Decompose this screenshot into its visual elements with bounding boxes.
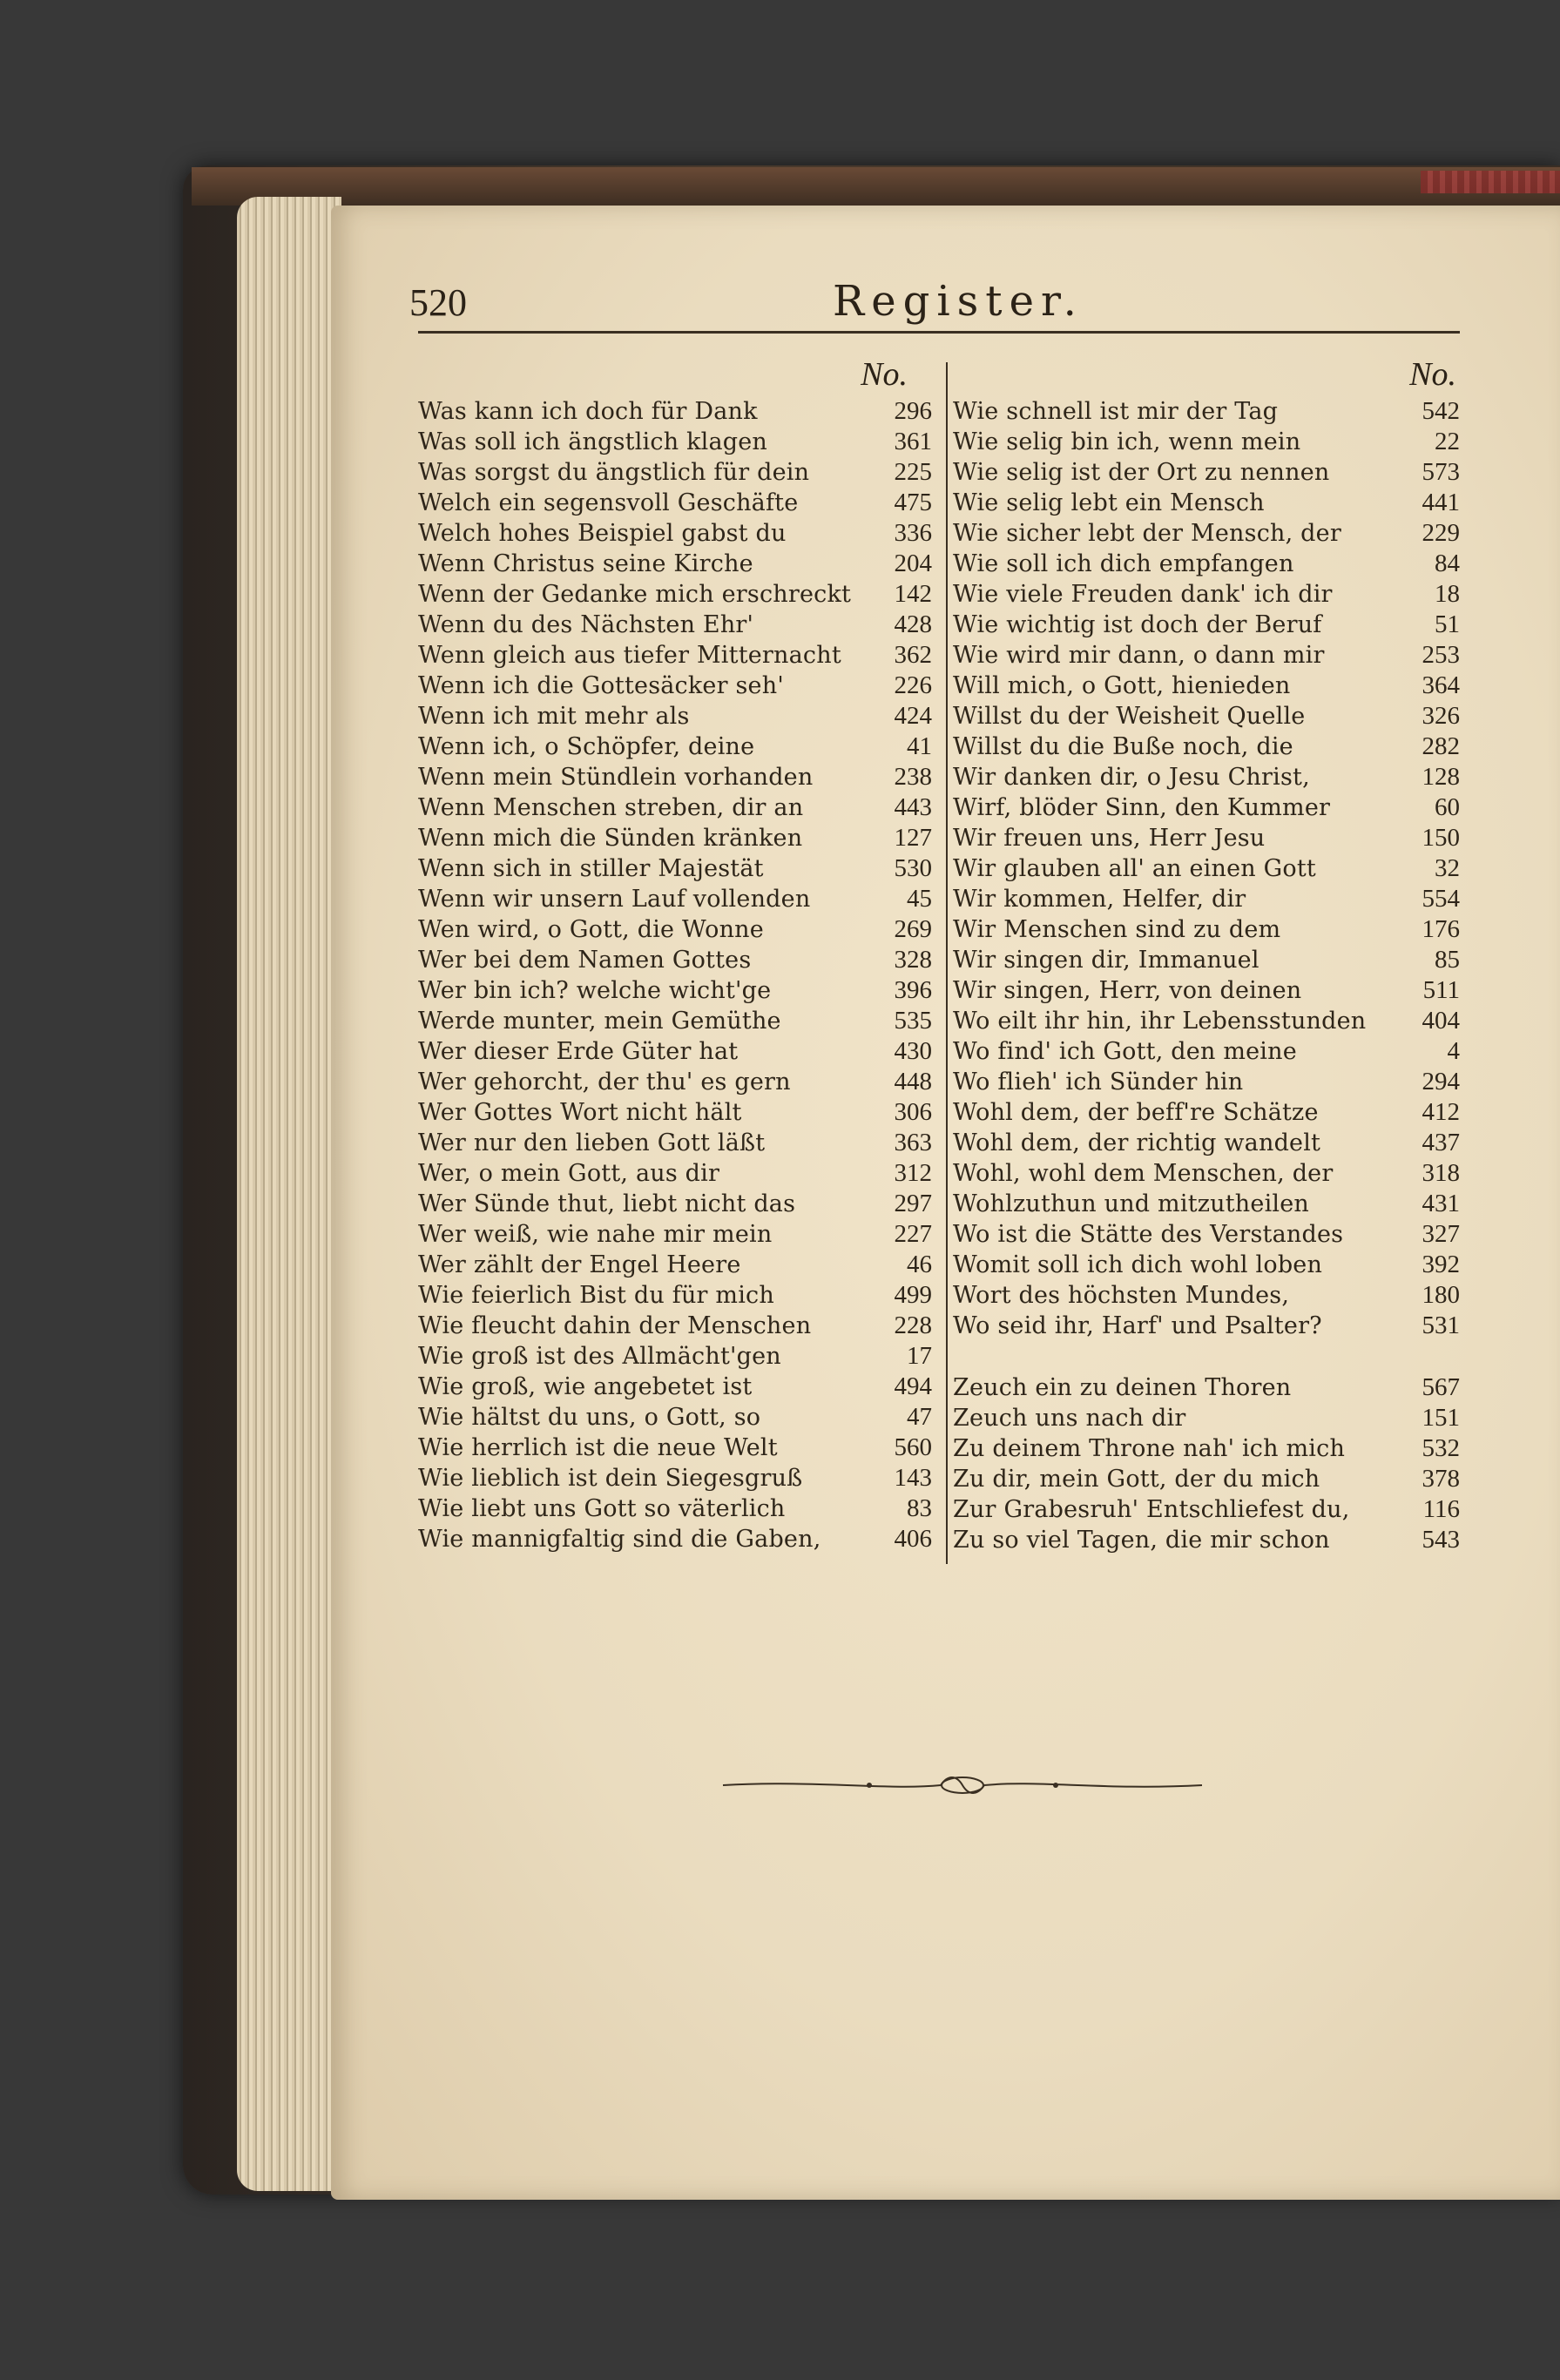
entry-number: 494 <box>894 1372 932 1400</box>
index-entry <box>418 885 932 915</box>
index-entry <box>418 1342 932 1372</box>
entry-title: Womit soll ich dich wohl loben <box>953 1251 1323 1278</box>
entry-number: 396 <box>894 976 932 1004</box>
entry-title: Wie lieblich ist dein Siegesgruß <box>418 1465 803 1492</box>
index-entry <box>418 610 932 641</box>
entry-title: Wie viele Freuden dank' ich dir <box>953 581 1333 608</box>
number-column-header: No. <box>861 356 908 393</box>
entry-number: 84 <box>1435 549 1460 577</box>
entry-title: Wir freuen uns, Herr Jesu <box>953 825 1266 852</box>
index-entry <box>953 1220 1460 1251</box>
entry-number: 143 <box>894 1464 932 1492</box>
index-entry <box>418 458 932 489</box>
entry-title: Wenn ich mit mehr als <box>418 703 690 730</box>
entry-number: 142 <box>894 580 932 608</box>
entry-title: Wer bin ich? welche wicht'ge <box>418 977 772 1004</box>
entry-number: 282 <box>1422 732 1460 760</box>
entry-title: Werde munter, mein Gemüthe <box>418 1008 781 1035</box>
entry-number: 18 <box>1435 580 1460 608</box>
index-entry <box>953 519 1460 549</box>
index-entry <box>418 580 932 610</box>
entry-title: Zu deinem Throne nah' ich mich <box>953 1435 1346 1462</box>
index-entry <box>418 854 932 885</box>
entry-title: Was kann ich doch für Dank <box>418 398 758 425</box>
entry-number: 4 <box>1447 1037 1460 1065</box>
index-entry <box>953 976 1460 1007</box>
index-entry <box>418 1220 932 1251</box>
entry-number: 336 <box>894 519 932 547</box>
index-entry <box>953 549 1460 580</box>
entry-number: 312 <box>894 1159 932 1187</box>
entry-title: Wer Gottes Wort nicht hält <box>418 1099 742 1126</box>
entry-title: Wer weiß, wie nahe mir mein <box>418 1221 773 1248</box>
index-entry <box>953 580 1460 610</box>
entry-title: Welch hohes Beispiel gabst du <box>418 520 787 547</box>
index-entry <box>418 1464 932 1494</box>
index-entry <box>418 976 932 1007</box>
entry-number: 229 <box>1422 519 1460 547</box>
column-divider <box>946 362 948 1564</box>
entry-title: Wer Sünde thut, liebt nicht das <box>418 1190 796 1217</box>
entry-number: 362 <box>894 641 932 669</box>
entry-title: Wer bei dem Namen Gottes <box>418 947 752 974</box>
index-entry <box>953 702 1460 732</box>
entry-number: 424 <box>894 702 932 730</box>
index-entry <box>418 946 932 976</box>
entry-number: 269 <box>894 915 932 943</box>
index-entry <box>953 610 1460 641</box>
entry-title: Welch ein segensvoll Geschäfte <box>418 489 799 516</box>
entry-title: Wie soll ich dich empfangen <box>953 550 1294 577</box>
entry-number: 431 <box>1422 1190 1460 1217</box>
index-entry <box>953 1068 1460 1098</box>
entry-title: Zu dir, mein Gott, der du mich <box>953 1466 1320 1493</box>
entry-title: Zu so viel Tagen, die mir schon <box>953 1527 1330 1554</box>
entry-title: Wie fleucht dahin der Menschen <box>418 1312 812 1339</box>
entry-number: 542 <box>1422 397 1460 425</box>
index-entry <box>953 824 1460 854</box>
entry-title: Wie selig ist der Ort zu nennen <box>953 459 1330 486</box>
index-entry <box>953 428 1460 458</box>
index-entry <box>953 1434 1460 1465</box>
index-entry <box>418 1251 932 1281</box>
entry-title: Wo flieh' ich Sünder hin <box>953 1069 1244 1096</box>
entry-number: 448 <box>894 1068 932 1096</box>
entry-title: Wer gehorcht, der thu' es gern <box>418 1069 791 1096</box>
index-entry <box>418 1129 932 1159</box>
entry-number: 127 <box>894 824 932 852</box>
entry-title: Wir danken dir, o Jesu Christ, <box>953 764 1310 791</box>
index-entry <box>418 1281 932 1311</box>
right-index-column <box>953 355 1460 1556</box>
entry-number: 47 <box>907 1403 932 1431</box>
entry-title: Wort des höchsten Mundes, <box>953 1282 1290 1309</box>
entry-number: 560 <box>894 1433 932 1461</box>
entry-title: Wir singen, Herr, von deinen <box>953 977 1302 1004</box>
index-entry <box>953 854 1460 885</box>
left-entry-list <box>418 397 932 1555</box>
page-title: Register. <box>833 277 1084 326</box>
right-entry-list <box>953 397 1460 1342</box>
entry-number: 83 <box>907 1494 932 1522</box>
entry-title: Wenn wir unsern Lauf vollenden <box>418 886 811 913</box>
entry-number: 535 <box>894 1007 932 1035</box>
entry-number: 180 <box>1422 1281 1460 1309</box>
page-number: 520 <box>409 281 467 324</box>
entry-number: 46 <box>907 1251 932 1278</box>
entry-number: 318 <box>1422 1159 1460 1187</box>
index-entry <box>418 1525 932 1555</box>
entry-number: 116 <box>1422 1495 1460 1523</box>
entry-number: 531 <box>1422 1311 1460 1339</box>
entry-title: Wie mannigfaltig sind die Gaben, <box>418 1526 821 1553</box>
index-entry <box>418 1311 932 1342</box>
entry-title: Wie wichtig ist doch der Beruf <box>953 611 1322 638</box>
index-entry <box>418 1494 932 1525</box>
book-top-edge <box>192 167 1560 206</box>
entry-title: Wie hältst du uns, o Gott, so <box>418 1404 761 1431</box>
entry-title: Wen wird, o Gott, die Wonne <box>418 916 764 943</box>
entry-title: Wir glauben all' an einen Gott <box>953 855 1316 882</box>
entry-number: 17 <box>907 1342 932 1370</box>
entry-title: Wenn sich in stiller Majestät <box>418 855 764 882</box>
index-entry <box>953 885 1460 915</box>
entry-number: 328 <box>894 946 932 974</box>
entry-title: Wer zählt der Engel Heere <box>418 1251 741 1278</box>
entry-title: Wohl dem, der richtig wandelt <box>953 1129 1321 1156</box>
entry-number: 378 <box>1422 1465 1460 1493</box>
entry-title: Was sorgst du ängstlich für dein <box>418 459 810 486</box>
entry-number: 404 <box>1422 1007 1460 1035</box>
entry-number: 150 <box>1422 824 1460 852</box>
index-entry <box>418 1068 932 1098</box>
entry-number: 441 <box>1422 489 1460 516</box>
entry-title: Wo seid ihr, Harf' und Psalter? <box>953 1312 1322 1339</box>
index-entry <box>953 458 1460 489</box>
index-entry <box>418 549 932 580</box>
entry-title: Wenn mein Stündlein vorhanden <box>418 764 814 791</box>
entry-title: Was soll ich ängstlich klagen <box>418 428 768 455</box>
entry-title: Wer dieser Erde Güter hat <box>418 1038 739 1065</box>
index-entry <box>953 397 1460 428</box>
entry-number: 226 <box>894 671 932 699</box>
entry-title: Wie herrlich ist die neue Welt <box>418 1434 778 1461</box>
index-entry <box>953 1129 1460 1159</box>
index-entry <box>953 1373 1460 1404</box>
left-index-column <box>418 355 932 1555</box>
entry-title: Wo ist die Stätte des Verstandes <box>953 1221 1344 1248</box>
index-entry <box>953 671 1460 702</box>
index-entry <box>953 732 1460 763</box>
index-entry <box>953 763 1460 793</box>
entry-number: 443 <box>894 793 932 821</box>
entry-title: Wenn Menschen streben, dir an <box>418 794 804 821</box>
index-entry <box>953 1526 1460 1556</box>
index-entry <box>418 641 932 671</box>
entry-number: 51 <box>1435 610 1460 638</box>
entry-number: 554 <box>1422 885 1460 913</box>
entry-title: Wir kommen, Helfer, dir <box>953 886 1246 913</box>
entry-title: Wer, o mein Gott, aus dir <box>418 1160 720 1187</box>
index-entry <box>418 1007 932 1037</box>
index-entry <box>953 1495 1460 1526</box>
entry-title: Wo eilt ihr hin, ihr Lebensstunden <box>953 1008 1367 1035</box>
index-entry <box>953 1465 1460 1495</box>
index-entry <box>953 1037 1460 1068</box>
entry-title: Wer nur den lieben Gott läßt <box>418 1129 766 1156</box>
header-rule <box>418 331 1460 334</box>
entry-number: 297 <box>894 1190 932 1217</box>
entry-title: Zur Grabesruh' Entschliefest du, <box>953 1496 1350 1523</box>
index-entry <box>418 793 932 824</box>
index-entry <box>953 1251 1460 1281</box>
entry-number: 306 <box>894 1098 932 1126</box>
entry-number: 511 <box>1422 976 1460 1004</box>
entry-number: 238 <box>894 763 932 791</box>
entry-number: 364 <box>1422 671 1460 699</box>
red-bookmark-edge <box>1421 171 1560 193</box>
index-entry <box>418 397 932 428</box>
index-entry <box>953 641 1460 671</box>
entry-title: Wie wird mir dann, o dann mir <box>953 642 1325 669</box>
entry-number: 499 <box>894 1281 932 1309</box>
z-entry-list <box>953 1373 1460 1556</box>
index-entry <box>418 1037 932 1068</box>
entry-number: 41 <box>907 732 932 760</box>
index-entry <box>418 702 932 732</box>
entry-number: 60 <box>1435 793 1460 821</box>
index-entry <box>953 1404 1460 1434</box>
entry-title: Wohl dem, der beff're Schätze <box>953 1099 1319 1126</box>
entry-number: 428 <box>894 610 932 638</box>
entry-title: Wenn gleich aus tiefer Mitternacht <box>418 642 841 669</box>
entry-number: 32 <box>1435 854 1460 882</box>
index-entry <box>953 793 1460 824</box>
index-entry <box>418 1433 932 1464</box>
index-entry <box>953 489 1460 519</box>
index-entry <box>953 1159 1460 1190</box>
entry-title: Wie groß, wie angebetet ist <box>418 1373 753 1400</box>
entry-number: 225 <box>894 458 932 486</box>
index-entry <box>418 763 932 793</box>
entry-number: 151 <box>1422 1404 1460 1432</box>
entry-title: Wenn mich die Sünden kränken <box>418 825 803 852</box>
index-entry <box>953 946 1460 976</box>
entry-number: 326 <box>1422 702 1460 730</box>
entry-number: 204 <box>894 549 932 577</box>
index-entry <box>418 1403 932 1433</box>
entry-title: Wenn ich die Gottesäcker seh' <box>418 672 784 699</box>
entry-number: 45 <box>907 885 932 913</box>
entry-title: Willst du der Weisheit Quelle <box>953 703 1306 730</box>
entry-title: Wo find' ich Gott, den meine <box>953 1038 1297 1065</box>
index-entry <box>418 732 932 763</box>
entry-number: 530 <box>894 854 932 882</box>
index-entry <box>418 671 932 702</box>
ornament-flourish <box>714 1768 1211 1803</box>
entry-number: 253 <box>1422 641 1460 669</box>
number-column-header: No. <box>1409 356 1456 393</box>
entry-title: Wie groß ist des Allmächt'gen <box>418 1343 781 1370</box>
entry-number: 543 <box>1422 1526 1460 1554</box>
entry-number: 363 <box>894 1129 932 1156</box>
entry-number: 412 <box>1422 1098 1460 1126</box>
entry-title: Wirf, blöder Sinn, den Kummer <box>953 794 1331 821</box>
entry-title: Wenn ich, o Schöpfer, deine <box>418 733 755 760</box>
index-entry <box>418 519 932 549</box>
entry-title: Wie feierlich Bist du für mich <box>418 1282 774 1309</box>
entry-title: Wenn der Gedanke mich erschreckt <box>418 581 852 608</box>
entry-number: 573 <box>1422 458 1460 486</box>
entry-number: 430 <box>894 1037 932 1065</box>
entry-number: 296 <box>894 397 932 425</box>
index-entry <box>953 1007 1460 1037</box>
entry-title: Wie liebt uns Gott so väterlich <box>418 1495 786 1522</box>
entry-title: Willst du die Buße noch, die <box>953 733 1293 760</box>
entry-number: 294 <box>1422 1068 1460 1096</box>
entry-title: Wohlzuthun und mitzutheilen <box>953 1190 1310 1217</box>
index-entry <box>953 1098 1460 1129</box>
entry-title: Wie schnell ist mir der Tag <box>953 398 1279 425</box>
index-entry <box>953 1190 1460 1220</box>
entry-number: 567 <box>1422 1373 1460 1401</box>
entry-number: 128 <box>1422 763 1460 791</box>
entry-number: 85 <box>1435 946 1460 974</box>
entry-number: 361 <box>894 428 932 455</box>
entry-title: Wie sicher lebt der Mensch, der <box>953 520 1341 547</box>
entry-title: Wenn Christus seine Kirche <box>418 550 753 577</box>
entry-title: Zeuch ein zu deinen Thoren <box>953 1374 1292 1401</box>
index-entry <box>418 428 932 458</box>
entry-number: 176 <box>1422 915 1460 943</box>
entry-title: Wie selig lebt ein Mensch <box>953 489 1265 516</box>
entry-number: 22 <box>1435 428 1460 455</box>
index-entry <box>953 915 1460 946</box>
index-entry <box>418 1372 932 1403</box>
index-entry <box>953 1281 1460 1311</box>
entry-number: 437 <box>1422 1129 1460 1156</box>
index-entry <box>418 1190 932 1220</box>
entry-title: Wir singen dir, Immanuel <box>953 947 1259 974</box>
index-entry <box>418 915 932 946</box>
entry-title: Zeuch uns nach dir <box>953 1405 1186 1432</box>
entry-number: 327 <box>1422 1220 1460 1248</box>
index-entry <box>418 824 932 854</box>
entry-number: 532 <box>1422 1434 1460 1462</box>
index-entry <box>953 1311 1460 1342</box>
entry-title: Will mich, o Gott, hienieden <box>953 672 1291 699</box>
entry-number: 227 <box>894 1220 932 1248</box>
section-gap <box>953 1342 1460 1373</box>
entry-title: Wenn du des Nächsten Ehr' <box>418 611 754 638</box>
index-entry <box>418 489 932 519</box>
entry-number: 406 <box>894 1525 932 1553</box>
entry-number: 228 <box>894 1311 932 1339</box>
index-entry <box>418 1098 932 1129</box>
page-edges <box>237 197 341 2191</box>
entry-title: Wir Menschen sind zu dem <box>953 916 1281 943</box>
entry-title: Wohl, wohl dem Menschen, der <box>953 1160 1334 1187</box>
entry-number: 392 <box>1422 1251 1460 1278</box>
entry-number: 475 <box>894 489 932 516</box>
entry-title: Wie selig bin ich, wenn mein <box>953 428 1301 455</box>
index-entry <box>418 1159 932 1190</box>
